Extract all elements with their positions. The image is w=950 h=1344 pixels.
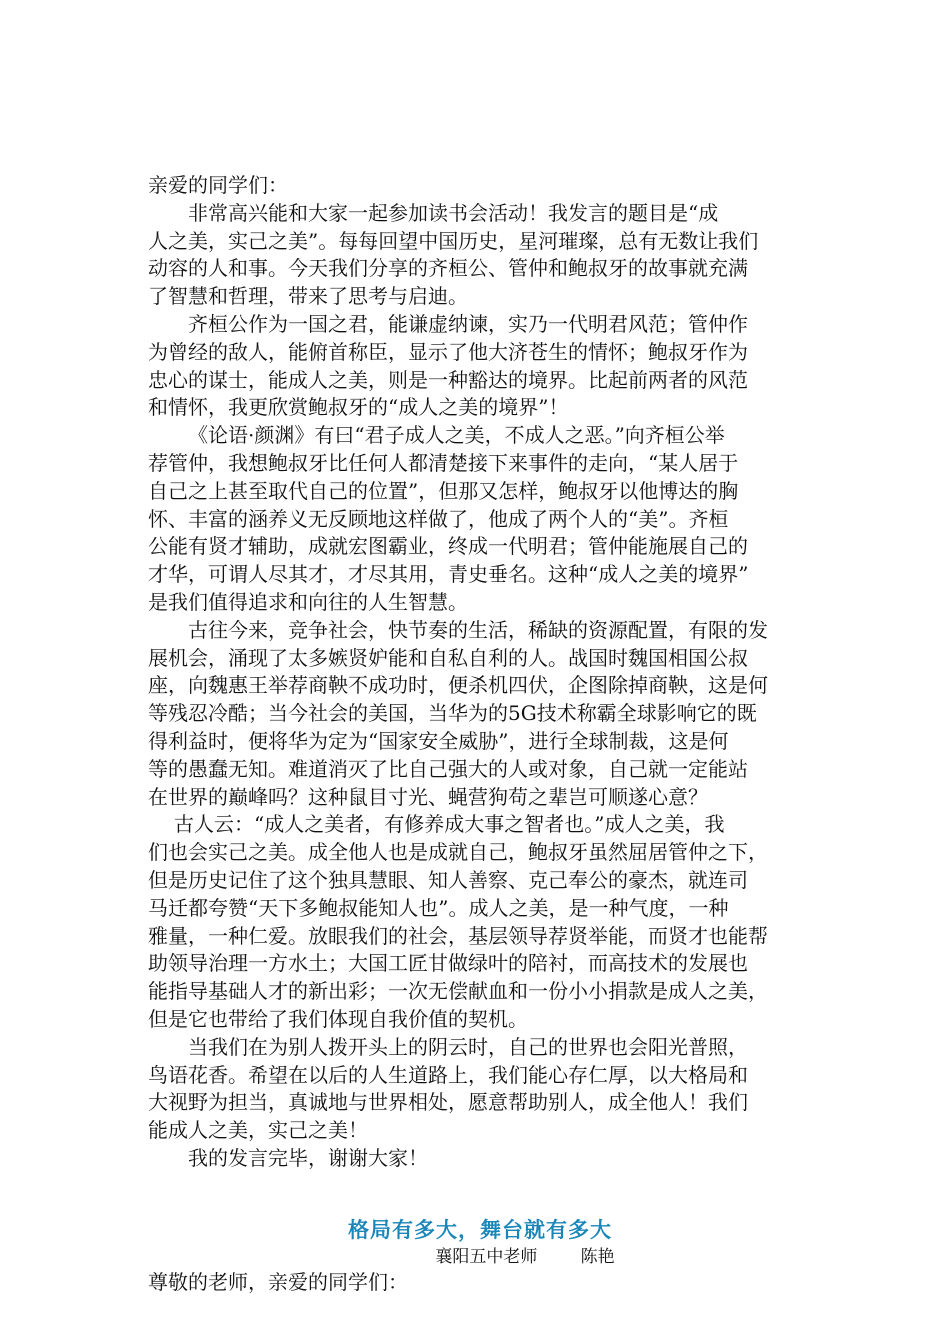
text-line: 雅量，一种仁爱。放眼我们的社会，基层领导荐贤举能，而贤才也能帮 bbox=[148, 923, 768, 948]
text-line: 鸟语花香。希望在以后的人生道路上，我们能心存仁厚，以大格局和 bbox=[148, 1062, 748, 1087]
text-line: 是我们值得追求和向往的人生智慧。 bbox=[148, 589, 468, 614]
text-line: 荐管仲，我想鲍叔牙比任何人都清楚接下来事件的走向，“某人居于 bbox=[148, 450, 739, 475]
speech-greeting: 亲爱的同学们： bbox=[148, 173, 288, 197]
text-line: 能成人之美，实己之美！ bbox=[148, 1118, 368, 1143]
text-line: 了智慧和哲理，带来了思考与启迪。 bbox=[148, 284, 468, 309]
text-line: 动容的人和事。今天我们分享的齐桓公、管仲和鲍叔牙的故事就充满 bbox=[148, 256, 748, 281]
text-line: 但是它也带给了我们体现自我价值的契机。 bbox=[148, 1006, 528, 1031]
text-line: 非常高兴能和大家一起参加读书会活动！我发言的题目是“成 bbox=[188, 200, 719, 225]
article-byline: 襄阳五中老师 陈艳 bbox=[435, 1246, 615, 1267]
text-line: 能指导基础人才的新出彩；一次无偿献血和一份小小捐款是成人之美， bbox=[148, 979, 768, 1004]
speech-body bbox=[148, 200, 812, 1173]
text-line: 展机会，涌现了太多嫉贤妒能和自私自利的人。战国时魏国相国公叔 bbox=[148, 645, 748, 670]
text-line: 马迁都夸赞“天下多鲍叔能知人也”。成人之美，是一种气度，一种 bbox=[148, 895, 729, 920]
text-line: 助领导治理一方水土；大国工匠甘做绿叶的陪衬，而高技术的发展也 bbox=[148, 951, 748, 976]
text-line: 等残忍冷酷；当今社会的美国，当华为的5G技术称霸全球影响它的既 bbox=[148, 701, 757, 726]
text-line: 座，向魏惠王举荐商鞅不成功时，便杀机四伏，企图除掉商鞅，这是何 bbox=[148, 673, 768, 698]
article-title: 格局有多大，舞台就有多大 bbox=[348, 1217, 612, 1242]
section-gap bbox=[148, 1173, 812, 1215]
text-line: 和情怀，我更欣赏鲍叔牙的“成人之美的境界”！ bbox=[148, 395, 569, 420]
text-line: 但是历史记住了这个独具慧眼、知人善察、克己奉公的豪杰，就连司 bbox=[148, 867, 748, 892]
document-page bbox=[148, 172, 812, 1296]
text-line: 当我们在为别人拨开头上的阴云时，自己的世界也会阳光普照， bbox=[188, 1034, 748, 1059]
text-line: 《论语·颜渊》有曰“君子成人之美，不成人之恶。”向齐桓公举 bbox=[188, 423, 725, 448]
text-line: 自己之上甚至取代自己的位置”，但那又怎样，鲍叔牙以他博达的胸 bbox=[148, 478, 739, 503]
text-line: 等的愚蠢无知。难道消灭了比自己强大的人或对象，自己就一定能站 bbox=[148, 756, 748, 781]
article-greeting: 尊敬的老师，亲爱的同学们： bbox=[148, 1269, 408, 1294]
text-line: 古人云：“成人之美者，有修养成大事之智者也。”成人之美，我 bbox=[174, 812, 725, 837]
text-line: 忠心的谋士，能成人之美，则是一种豁达的境界。比起前两者的风范 bbox=[148, 367, 748, 392]
text-line: 在世界的巅峰吗？这种鼠目寸光、蝇营狗苟之辈岂可顺遂心意？ bbox=[148, 784, 708, 809]
text-line: 得利益时，便将华为定为“国家安全威胁”，进行全球制裁，这是何 bbox=[148, 728, 729, 753]
text-line: 大视野为担当，真诚地与世界相处，愿意帮助别人，成全他人！我们 bbox=[148, 1090, 748, 1115]
text-line: 齐桓公作为一国之君，能谦虚纳谏，实乃一代明君风范；管仲作 bbox=[188, 311, 748, 336]
text-line: 古往今来，竞争社会，快节奏的生活，稀缺的资源配置，有限的发 bbox=[188, 617, 768, 642]
text-line: 我的发言完毕，谢谢大家！ bbox=[188, 1145, 428, 1170]
text-line: 人之美，实己之美”。每每回望中国历史，星河璀璨，总有无数让我们 bbox=[148, 228, 759, 253]
text-line: 公能有贤才辅助，成就宏图霸业，终成一代明君；管仲能施展自己的 bbox=[148, 534, 748, 559]
text-line: 怀、丰富的涵养义无反顾地这样做了，他成了两个人的“美”。齐桓 bbox=[148, 506, 729, 531]
text-line: 们也会实己之美。成全他人也是成就自己，鲍叔牙虽然屈居管仲之下， bbox=[148, 840, 768, 865]
text-line: 为曾经的敌人，能俯首称臣，显示了他大济苍生的情怀；鲍叔牙作为 bbox=[148, 339, 748, 364]
text-line: 才华，可谓人尽其才，才尽其用，青史垂名。这种“成人之美的境界” bbox=[148, 562, 749, 587]
